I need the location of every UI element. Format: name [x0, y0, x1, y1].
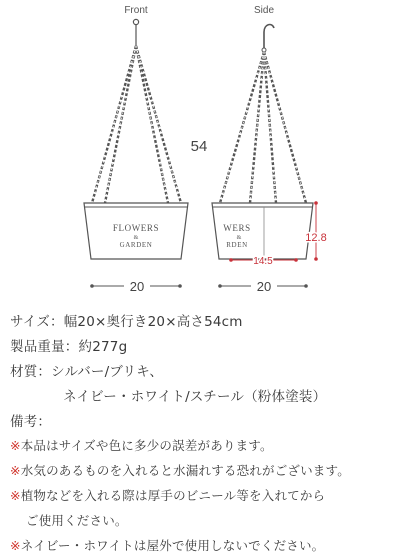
base-width-label: 14.5 [253, 256, 273, 267]
side-hook [262, 25, 274, 52]
front-hook [133, 19, 138, 46]
note-mark: ※ [10, 488, 21, 503]
side-pot-text-garden: RDEN [226, 241, 248, 249]
pot-text-garden: GARDEN [119, 241, 153, 249]
material-spec-line-1: 材質：シルバー/ブリキ、 [10, 364, 164, 380]
front-chains [92, 46, 181, 203]
note-3-continued [26, 515, 128, 528]
remarks-title: 備考： [10, 414, 52, 430]
side-width-dimension [218, 279, 308, 294]
note-text: 植物などを入れる際は厚手のビニール等を入れてから [20, 488, 326, 503]
note-text: 水気のあるものを入れると水漏れする恐れがございます。 [20, 463, 350, 478]
front-pot [84, 203, 188, 259]
pot-text-flowers: FLOWERS [112, 223, 160, 233]
note-4 [10, 540, 324, 553]
note-text: ネイビー・ホワイトは屋外で使用しないでください。 [20, 538, 325, 553]
pot-height-label: 12.8 [305, 232, 327, 244]
size-spec: サイズ：幅20×奥行き20×高さ54cm [10, 314, 243, 330]
front-width-dimension [90, 279, 182, 294]
side-chains [220, 52, 306, 203]
pot-text-ampersand: & [133, 235, 139, 241]
note-text: ご使用ください。 [26, 513, 128, 528]
note-mark: ※ [10, 438, 21, 453]
front-view [84, 19, 188, 294]
side-width-label: 20 [256, 279, 272, 294]
total-height-label: 54 [190, 138, 208, 155]
front-view-label: Front [124, 5, 148, 16]
note-3 [10, 490, 325, 503]
material-spec-line-2: ネイビー・ホワイト/スチール（粉体塗装） [63, 389, 327, 405]
side-view [212, 25, 327, 294]
note-mark: ※ [10, 463, 21, 478]
side-chains-inner [220, 52, 306, 203]
side-pot [212, 203, 313, 259]
front-width-label: 20 [129, 279, 145, 294]
note-text: 本品はサイズや色に多少の誤差があります。 [20, 438, 273, 453]
side-pot-text-flowers: WERS [223, 223, 251, 233]
note-2 [10, 465, 350, 478]
side-pot-text-ampersand: & [236, 235, 242, 241]
side-view-label: Side [253, 5, 275, 16]
note-mark: ※ [10, 538, 21, 553]
note-1 [10, 440, 273, 453]
weight-spec: 製品重量：約277g [10, 339, 128, 355]
front-chains-inner [92, 46, 181, 203]
